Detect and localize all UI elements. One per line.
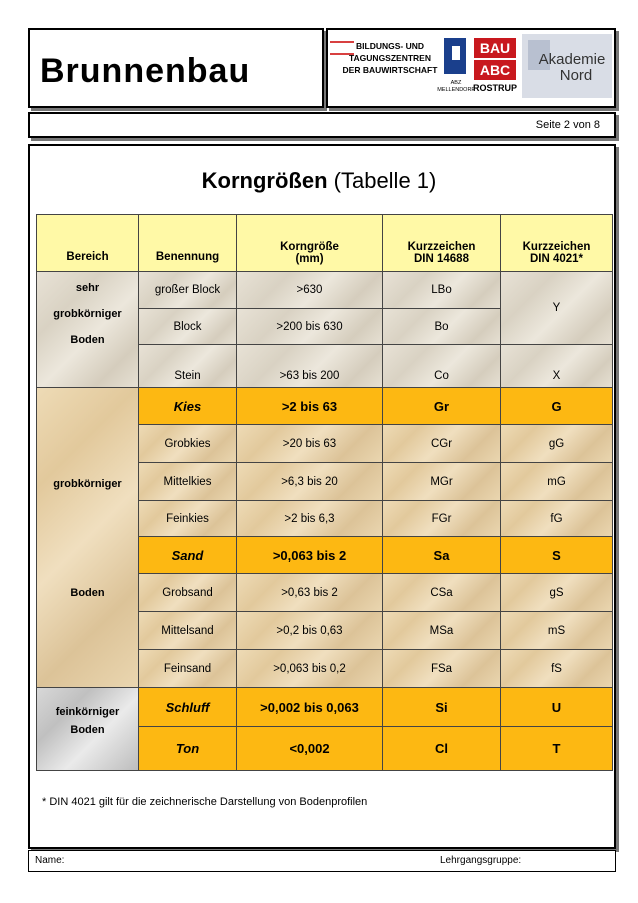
cell-din4021-merged: Y [501,272,613,345]
cell-din4021: fS [501,650,613,688]
cell-size-highlight: >0,063 bis 2 [237,537,383,574]
cell-size: >200 bis 630 [237,309,383,345]
group-grobkoerniger: grobkörniger Boden [37,388,139,688]
cell-name: Stein [139,345,237,388]
cell-size: >630 [237,272,383,309]
cell-din4021: mS [501,612,613,650]
cell-din14688: Bo [383,309,501,345]
cell-name: Grobkies [139,425,237,463]
cell-din4021-highlight: G [501,388,613,425]
cell-size: >63 bis 200 [237,345,383,388]
cell-din14688-highlight: Sa [383,537,501,574]
cell-din14688: Co [383,345,501,388]
abc-text: ABC [479,62,511,78]
footnote: * DIN 4021 gilt für die zeichnerische Darstellung von Bodenprofilen [42,796,368,808]
header-din4021: Kurzzeichen DIN 4021* [501,215,613,272]
group-sehr-grobkoerniger: sehr grobkörniger Boden [37,272,139,388]
bz-line3: DER BAUWIRTSCHAFT [342,65,438,75]
bz-line2: TAGUNGSZENTREN [348,53,432,63]
table-title-normal: (Tabelle 1) [333,168,437,193]
cell-din14688-highlight: Si [383,688,501,727]
cell-din14688-highlight: Cl [383,727,501,771]
name-label: Name: [35,855,65,866]
nord-text: Nord [559,67,593,84]
abz-logo [437,38,475,93]
akademie-text: Akademie [538,51,606,68]
footer-box [28,850,616,872]
cell-din14688: LBo [383,272,501,309]
cell-size-highlight: >2 bis 63 [237,388,383,425]
cell-din14688: MSa [383,612,501,650]
table-title [0,168,638,194]
cell-size-highlight: >0,002 bis 0,063 [237,688,383,727]
cell-size: >2 bis 6,3 [237,501,383,537]
cell-name-highlight: Sand [139,537,237,574]
page-number-box [28,112,616,138]
logos [328,30,614,106]
header-bereich: Bereich [37,215,139,272]
rostrup-text: ROSTRUP [472,83,518,93]
cell-din14688: MGr [383,463,501,501]
cell-din14688: CSa [383,574,501,612]
korngroessen-table [36,214,613,771]
table-title-bold: Korngrößen [201,168,328,193]
header-korngroesse: Korngröße (mm) [237,215,383,272]
cell-size-highlight: <0,002 [237,727,383,771]
logo-box [326,28,616,108]
cell-name-highlight: Schluff [139,688,237,727]
bau-text: BAU [479,40,511,56]
cell-din4021: fG [501,501,613,537]
abz-line1: ABZ [450,80,462,86]
cell-size: >0,63 bis 2 [237,574,383,612]
bz-line1: BILDUNGS- UND [356,41,424,51]
cell-name: Grobsand [139,574,237,612]
cell-din4021-highlight: U [501,688,613,727]
cell-din4021-highlight: T [501,727,613,771]
header-din14688: Kurzzeichen DIN 14688 [383,215,501,272]
cell-din4021: X [501,345,613,388]
cell-name: Block [139,309,237,345]
group-label: Lehrgangsgruppe: [440,855,522,866]
cell-name: großer Block [139,272,237,309]
cell-name: Mittelkies [139,463,237,501]
document-title: Brunnenbau [40,52,251,90]
cell-size: >0,2 bis 0,63 [237,612,383,650]
abz-line2: MELLENDORF [437,87,475,93]
cell-name: Feinkies [139,501,237,537]
cell-din4021: gS [501,574,613,612]
cell-name: Mittelsand [139,612,237,650]
header-title-box [28,28,324,108]
cell-size: >0,063 bis 0,2 [237,650,383,688]
cell-din14688: FGr [383,501,501,537]
cell-din14688: CGr [383,425,501,463]
akademie-nord-logo [522,34,612,98]
header-benennung: Benennung [139,215,237,272]
bau-abc-logo [473,38,517,93]
cell-name-highlight: Kies [139,388,237,425]
bz-logo [330,41,438,75]
cell-name: Feinsand [139,650,237,688]
page-number: Seite 2 von 8 [535,119,600,131]
cell-size: >20 bis 63 [237,425,383,463]
cell-din4021: gG [501,425,613,463]
cell-din4021: mG [501,463,613,501]
cell-din14688-highlight: Gr [383,388,501,425]
cell-name-highlight: Ton [139,727,237,771]
cell-size: >6,3 bis 20 [237,463,383,501]
cell-din14688: FSa [383,650,501,688]
cell-din4021-highlight: S [501,537,613,574]
group-feinkoerniger: feinkörniger Boden [37,688,139,771]
